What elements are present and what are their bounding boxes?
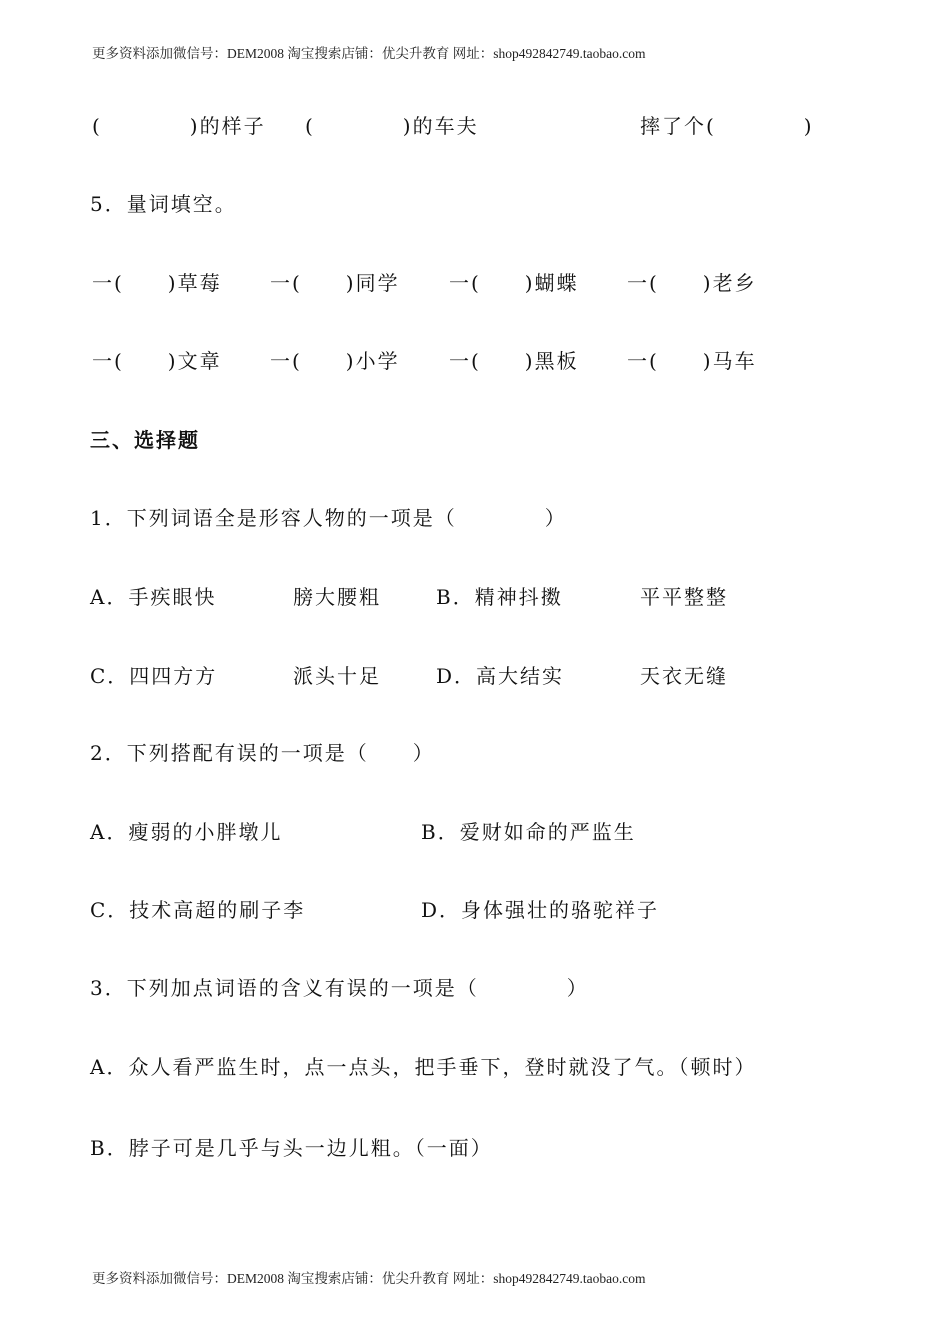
page-header: 更多资料添加微信号：DEM2008 淘宝搜索店铺：优尖升教育 网址：shop492842749.taobao.com (92, 46, 646, 61)
measure-word-blank: 一( )草莓 (92, 271, 222, 295)
option-text: B．爱财如命的严监生 (421, 820, 636, 844)
option-text: C．四四方方 (90, 664, 218, 688)
q3-stem: 3．下列加点词语的含义有误的一项是（ ） (90, 976, 589, 1000)
measure-word-blank: 一( )马车 (627, 349, 757, 373)
option-text: 天衣无缝 (640, 664, 728, 688)
option-text: A．众人看严监生时，点一点头，把手垂下，登时就没了气。（顿时） (90, 1055, 757, 1079)
option-text: A．瘦弱的小胖墩儿 (90, 820, 283, 844)
measure-word-blank: 一( )蝴蝶 (449, 271, 579, 295)
option-text: B．脖子可是几乎与头一边儿粗。（一面） (90, 1136, 493, 1160)
measure-word-blank: 一( )老乡 (627, 271, 757, 295)
measure-word-blank: 一( )黑板 (449, 349, 579, 373)
measure-word-blank: 一( )同学 (270, 271, 400, 295)
measure-word-blank: 一( )文章 (92, 349, 222, 373)
blank-item: ( )的样子 (92, 114, 266, 138)
section-title: 三、选择题 (90, 428, 200, 452)
measure-word-blank: 一( )小学 (270, 349, 400, 373)
q1-stem: 1．下列词语全是形容人物的一项是（ ） (90, 506, 567, 530)
q2-stem: 2．下列搭配有误的一项是（ ） (90, 741, 435, 765)
option-text: D．身体强壮的骆驼祥子 (421, 898, 660, 922)
option-text: D．高大结实 (436, 664, 565, 688)
q5-title: 5．量词填空。 (90, 192, 237, 216)
option-text: B．精神抖擞 (436, 585, 563, 609)
option-text: A．手疾眼快 (90, 585, 217, 609)
blank-item: 摔了个( ) (640, 114, 814, 138)
option-text: 派头十足 (293, 664, 381, 688)
option-text: C．技术高超的刷子李 (90, 898, 306, 922)
blank-item: ( )的车夫 (305, 114, 479, 138)
option-text: 膀大腰粗 (293, 585, 381, 609)
page-footer: 更多资料添加微信号：DEM2008 淘宝搜索店铺：优尖升教育 网址：shop492842749.taobao.com (92, 1271, 646, 1286)
option-text: 平平整整 (640, 585, 728, 609)
